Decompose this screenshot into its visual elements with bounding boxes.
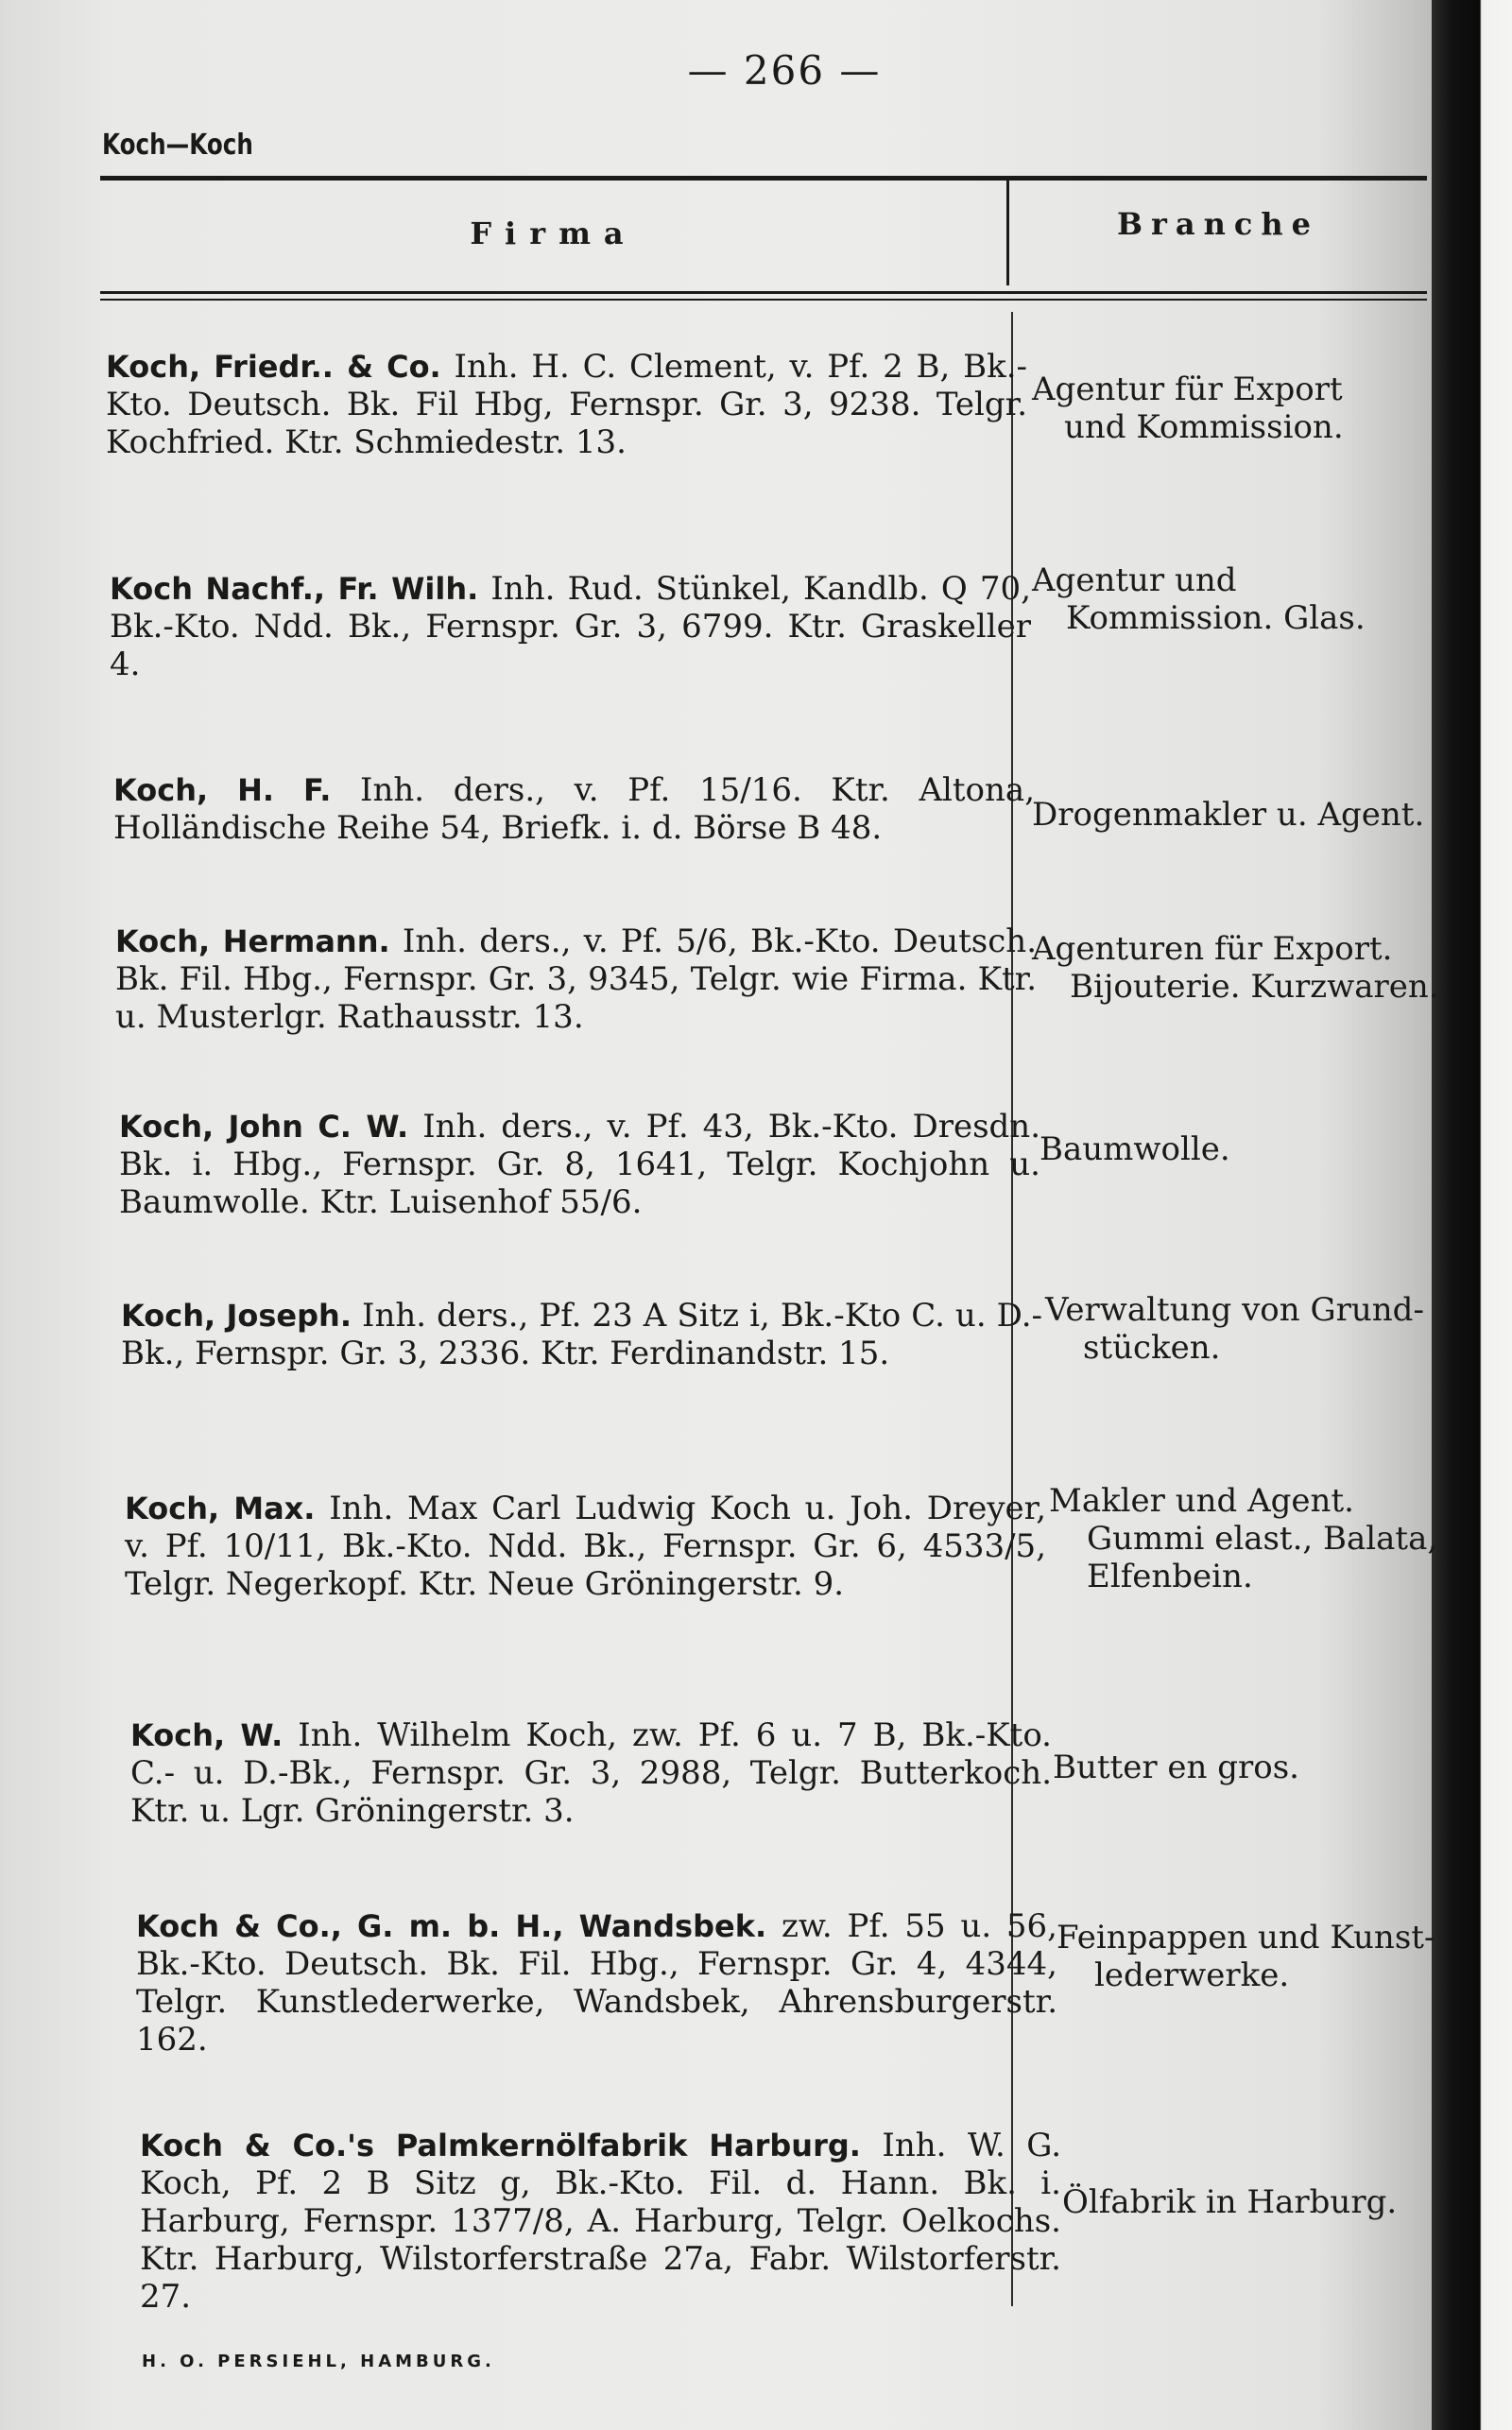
firma-name: Koch, Friedr.. & Co. bbox=[106, 349, 441, 385]
book-edge bbox=[1432, 0, 1512, 2430]
branche-line: stücken. bbox=[1083, 1329, 1221, 1367]
firma-name: Koch, Max. bbox=[125, 1491, 316, 1526]
entry-firma bbox=[113, 771, 1035, 847]
column-header-branche: Branche bbox=[1116, 206, 1319, 242]
header-rule bbox=[100, 176, 1427, 181]
running-head: Koch—Koch bbox=[102, 129, 253, 162]
branche-line: Feinpappen und Kunst- bbox=[1057, 1919, 1435, 1956]
firma-details: Inh. W. G. Koch, Pf. 2 B Sitz g, Bk.-Kto. Fil. d. Hann. Bk. i. Harburg, Fernspr. 1377/8, A. Harburg, Telgr. Oelkochs. Ktr. Harburg, Wilstorferstraße 27a, Fabr. Wilstorferstr. 27. bbox=[140, 2127, 1062, 2316]
column-header-firma: Firma bbox=[470, 215, 637, 251]
firma-details: Inh. H. C. Clement, v. Pf. 2 B, Bk.-Kto. Deutsch. Bk. Fil Hbg, Fernspr. Gr. 3, 9238. Telgr. Kochfried. Ktr. Schmiedestr. 13. bbox=[106, 348, 1027, 461]
branche-line: Kommission. Glas. bbox=[1066, 599, 1366, 637]
entry-firma bbox=[115, 922, 1037, 1036]
entry-firma bbox=[136, 1907, 1057, 2059]
entry-firma bbox=[106, 348, 1027, 461]
branche-line: Bijouterie. Kurzwaren. bbox=[1070, 968, 1439, 1006]
page-number: — 266 — bbox=[687, 47, 882, 94]
entry-branche bbox=[1057, 1919, 1472, 1994]
firma-name: Koch & Co.'s Palmkernölfabrik Harburg. bbox=[140, 2128, 861, 2163]
firma-details: Inh. ders., v. Pf. 43, Bk.-Kto. Dresdn. Bk. i. Hbg., Fernspr. Gr. 8, 1641, Telgr. Kochjohn u. Baumwolle. Ktr. Luisenhof 55/6. bbox=[119, 1108, 1041, 1221]
firma-details: Inh. ders., v. Pf. 5/6, Bk.-Kto. Deutsch. Bk. Fil. Hbg., Fernspr. Gr. 3, 9345, Telgr. wie Firma. Ktr. u. Musterlgr. Rathausstr. 13. bbox=[115, 922, 1037, 1036]
firma-details: zw. Pf. 55 u. 56, Bk.-Kto. Deutsch. Bk. Fil. Hbg., Fernspr. Gr. 4, 4344, Telgr. Kunstlederwerke, Wandsbek, Ahrensburgerstr. 162. bbox=[136, 1907, 1057, 2059]
printer-imprint: H. O. PERSIEHL, HAMBURG. bbox=[142, 2352, 495, 2371]
entry-firma bbox=[125, 1490, 1046, 1603]
branche-line: Drogenmakler u. Agent. bbox=[1032, 796, 1425, 834]
entry-firma bbox=[140, 2127, 1061, 2316]
firma-name: Koch, Hermann. bbox=[115, 923, 390, 959]
firma-details: Inh. Rud. Stünkel, Kandlb. Q 70, Bk.-Kto. Ndd. Bk., Fernspr. Gr. 3, 6799. Ktr. Graskeller 4. bbox=[110, 570, 1031, 683]
branche-line: Gummi elast., Balata, bbox=[1087, 1520, 1438, 1558]
entry-branche bbox=[1062, 2183, 1478, 2221]
entry-branche bbox=[1049, 1482, 1465, 1595]
entry-branche bbox=[1032, 371, 1448, 446]
branche-line: Agentur für Export bbox=[1032, 371, 1343, 408]
firma-name: Koch, John C. W. bbox=[119, 1109, 409, 1145]
firma-details: Inh. ders., v. Pf. 15/16. Ktr. Altona, Holländische Reihe 54, Briefk. i. d. Börse B 48. bbox=[113, 771, 1036, 847]
branche-line: Makler und Agent. bbox=[1049, 1482, 1354, 1520]
firma-name: Koch, Joseph. bbox=[121, 1298, 352, 1334]
firma-details: Inh. Wilhelm Koch, zw. Pf. 6 u. 7 B, Bk.-Kto. C.- u. D.-Bk., Fernspr. Gr. 3, 2988, Telgr. Butterkoch. Ktr. u. Lgr. Gröningerstr. 3. bbox=[130, 1716, 1052, 1830]
branche-line: lederwerke. bbox=[1094, 1956, 1290, 1994]
firma-details: Inh. ders., Pf. 23 A Sitz i, Bk.-Kto C. u. D.-Bk., Fernspr. Gr. 3, 2336. Ktr. Ferdinandstr. 15. bbox=[121, 1297, 1043, 1372]
entry-firma bbox=[119, 1108, 1040, 1221]
branche-line: Agentur und bbox=[1032, 561, 1237, 599]
firma-details: Inh. Max Carl Ludwig Koch u. Joh. Dreyer, v. Pf. 10/11, Bk.-Kto. Ndd. Bk., Fernspr. Gr. 6, 4533/5, Telgr. Negerkopf. Ktr. Neue Gröningerstr. 9. bbox=[125, 1490, 1047, 1603]
branche-line: Butter en gros. bbox=[1053, 1749, 1299, 1786]
branche-line: Elfenbein. bbox=[1087, 1558, 1253, 1595]
firma-name: Koch, W. bbox=[130, 1717, 284, 1753]
branche-line: Agenturen für Export. bbox=[1032, 930, 1393, 968]
entry-branche bbox=[1032, 561, 1448, 637]
entry-branche bbox=[1053, 1749, 1469, 1786]
header-double-rule-bottom bbox=[100, 299, 1427, 301]
entry-branche bbox=[1045, 1291, 1461, 1367]
entry-firma bbox=[130, 1716, 1052, 1830]
entry-branche bbox=[1032, 796, 1448, 834]
entry-branche bbox=[1040, 1130, 1455, 1168]
firma-name: Koch Nachf., Fr. Wilh. bbox=[110, 571, 479, 607]
branche-line: Baumwolle. bbox=[1040, 1130, 1230, 1168]
firma-name: Koch & Co., G. m. b. H., Wandsbek. bbox=[136, 1908, 767, 1944]
header-double-rule-top bbox=[100, 291, 1427, 294]
firma-name: Koch, H. F. bbox=[113, 772, 332, 808]
entry-firma bbox=[121, 1297, 1042, 1372]
branche-line: Ölfabrik in Harburg. bbox=[1062, 2183, 1398, 2221]
entry-firma bbox=[110, 570, 1031, 683]
entry-branche bbox=[1032, 930, 1448, 1006]
branche-line: und Kommission. bbox=[1064, 408, 1344, 446]
branche-line: Verwaltung von Grund- bbox=[1045, 1291, 1424, 1329]
